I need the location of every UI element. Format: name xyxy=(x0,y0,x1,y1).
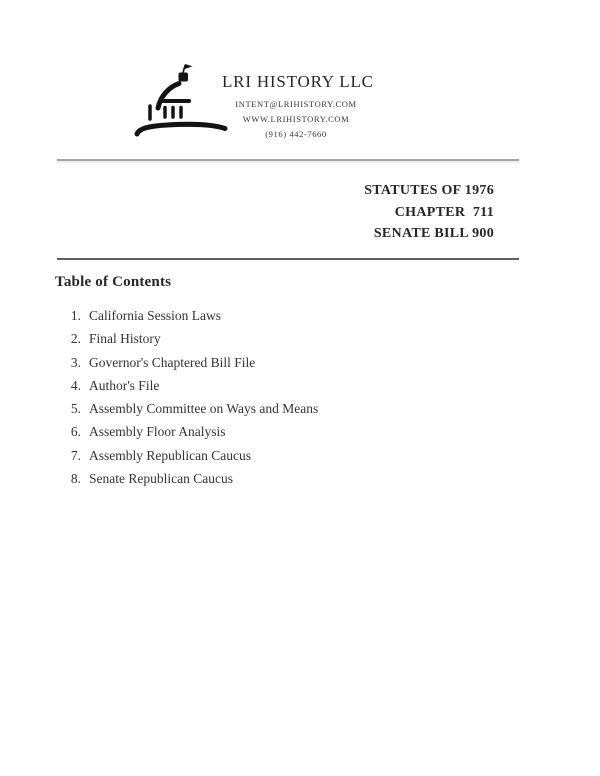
toc-list xyxy=(68,309,488,495)
statutes-line: STATUTES OF 1976 xyxy=(364,183,494,198)
toc-item-number: 7. xyxy=(70,447,81,463)
toc-item-number: 2. xyxy=(70,331,81,347)
toc-item-number: 5. xyxy=(70,401,81,417)
toc-item xyxy=(68,309,488,323)
toc-item-label: Assembly Republican Caucus xyxy=(89,447,251,463)
chapter-line: CHAPTER 711 xyxy=(394,204,494,220)
horizontal-rule-top xyxy=(57,159,519,161)
company-email: INTENT@LRIHISTORY.COM xyxy=(235,99,357,109)
toc-item-number: 4. xyxy=(70,377,81,393)
horizontal-rule-bottom xyxy=(57,258,519,260)
company-name: LRI HISTORY LLC xyxy=(222,72,374,91)
toc-title: Table of Contents xyxy=(55,274,172,290)
toc-item-number: 8. xyxy=(70,471,81,487)
toc-item xyxy=(68,449,488,463)
toc-item xyxy=(68,379,488,393)
toc-item-number: 6. xyxy=(70,424,81,440)
toc-item xyxy=(68,425,488,439)
toc-item xyxy=(68,472,488,486)
senate-bill-line: SENATE BILL 900 xyxy=(373,226,494,241)
toc-item-label: Final History xyxy=(89,331,161,347)
statute-reference xyxy=(57,180,494,245)
toc-item xyxy=(68,356,488,370)
letterhead xyxy=(222,71,374,142)
company-website: WWW.LRIHISTORY.COM xyxy=(242,114,350,124)
toc-item-number: 3. xyxy=(70,354,81,370)
toc-item-label: Senate Republican Caucus xyxy=(89,471,233,487)
contact-block xyxy=(222,97,370,142)
toc-item-label: California Session Laws xyxy=(89,308,221,323)
toc-item-label: Assembly Floor Analysis xyxy=(89,424,226,440)
toc-item-label: Governor's Chaptered Bill File xyxy=(89,354,256,370)
company-phone: (916) 442-7660 xyxy=(265,129,327,139)
capitol-dome-logo-icon xyxy=(133,60,229,142)
toc-item-label: Author's File xyxy=(89,377,160,393)
toc-item-number: 1. xyxy=(70,308,81,323)
toc-item xyxy=(68,402,488,416)
toc-item xyxy=(68,332,488,346)
toc-item-label: Assembly Committee on Ways and Means xyxy=(89,401,319,417)
